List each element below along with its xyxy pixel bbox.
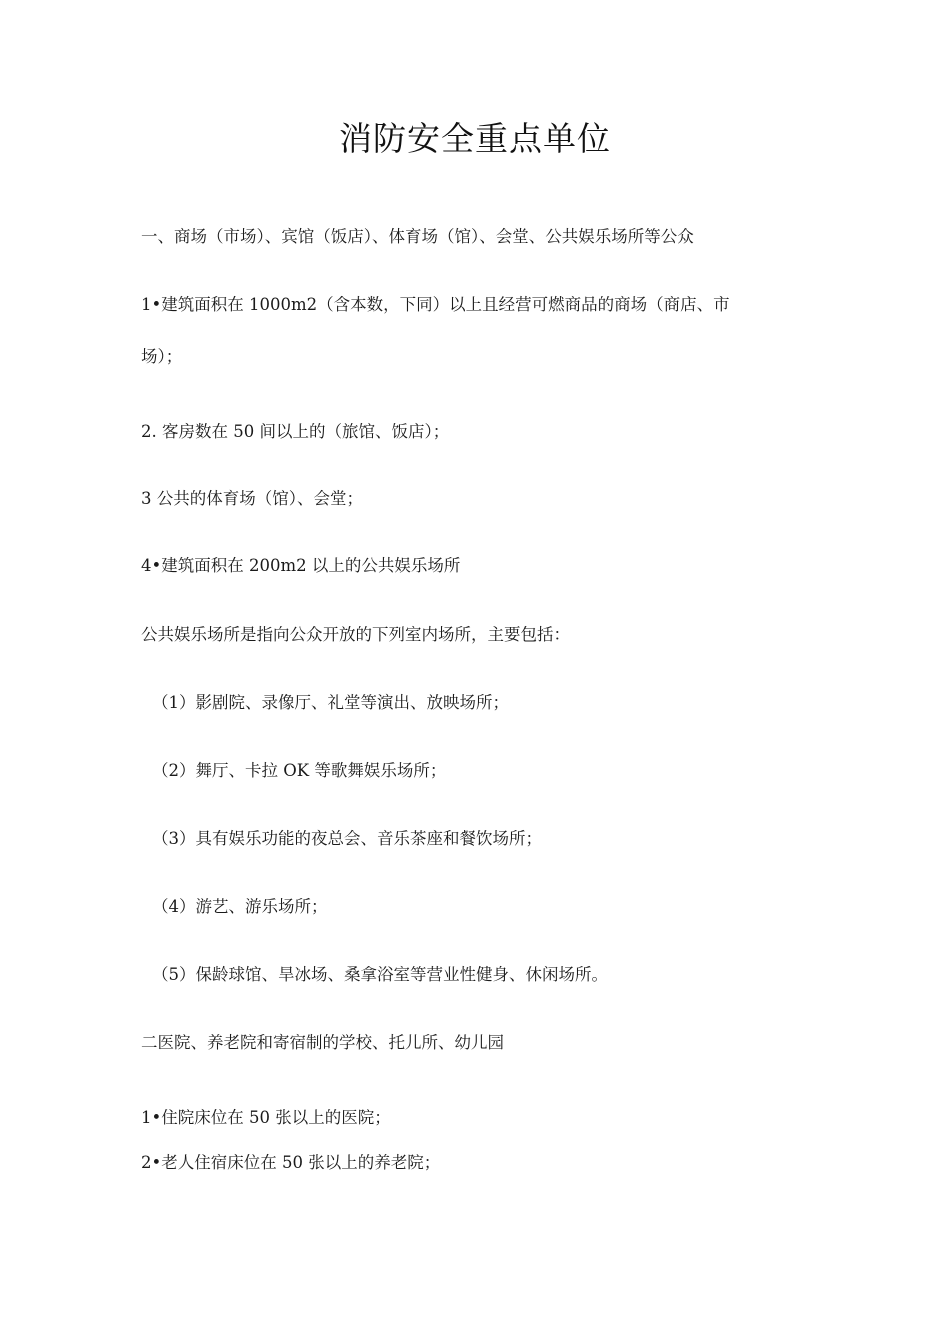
paragraph-line: 2•老人住宿床位在 50 张以上的养老院； [141, 1153, 441, 1172]
paragraph-line: 场）； [141, 347, 183, 366]
paragraph-line: 1•住院床位在 50 张以上的医院； [141, 1108, 391, 1127]
document-title: 消防安全重点单位 [339, 119, 611, 158]
paragraph-line: 3 公共的体育场（馆）、会堂； [141, 489, 363, 508]
list-item: （4）游艺、游乐场所； [152, 897, 328, 916]
paragraph-line: 4•建筑面积在 200m2 以上的公共娱乐场所 [141, 556, 461, 575]
list-item: （1）影剧院、录像厅、礼堂等演出、放映场所； [152, 693, 509, 712]
list-item: （2）舞厅、卡拉 OK 等歌舞娱乐场所； [152, 761, 447, 780]
paragraph-line: 1•建筑面积在 1000m2（含本数，下同）以上且经营可燃商品的商场（商店、市 [141, 295, 730, 314]
list-item: （5）保龄球馆、旱冰场、桑拿浴室等营业性健身、休闲场所。 [152, 965, 608, 984]
paragraph-line: 2. 客房数在 50 间以上的（旅馆、饭店）； [141, 422, 450, 441]
section-heading-1: 一、商场（市场）、宾馆（饭店）、体育场（馆）、会堂、公共娱乐场所等公众 [141, 227, 694, 246]
list-item: （3）具有娱乐功能的夜总会、音乐茶座和餐饮场所； [152, 829, 542, 848]
section-heading-2: 二医院、养老院和寄宿制的学校、托儿所、幼儿园 [141, 1033, 504, 1052]
paragraph-line: 公共娱乐场所是指向公众开放的下列室内场所，主要包括： [141, 625, 570, 644]
